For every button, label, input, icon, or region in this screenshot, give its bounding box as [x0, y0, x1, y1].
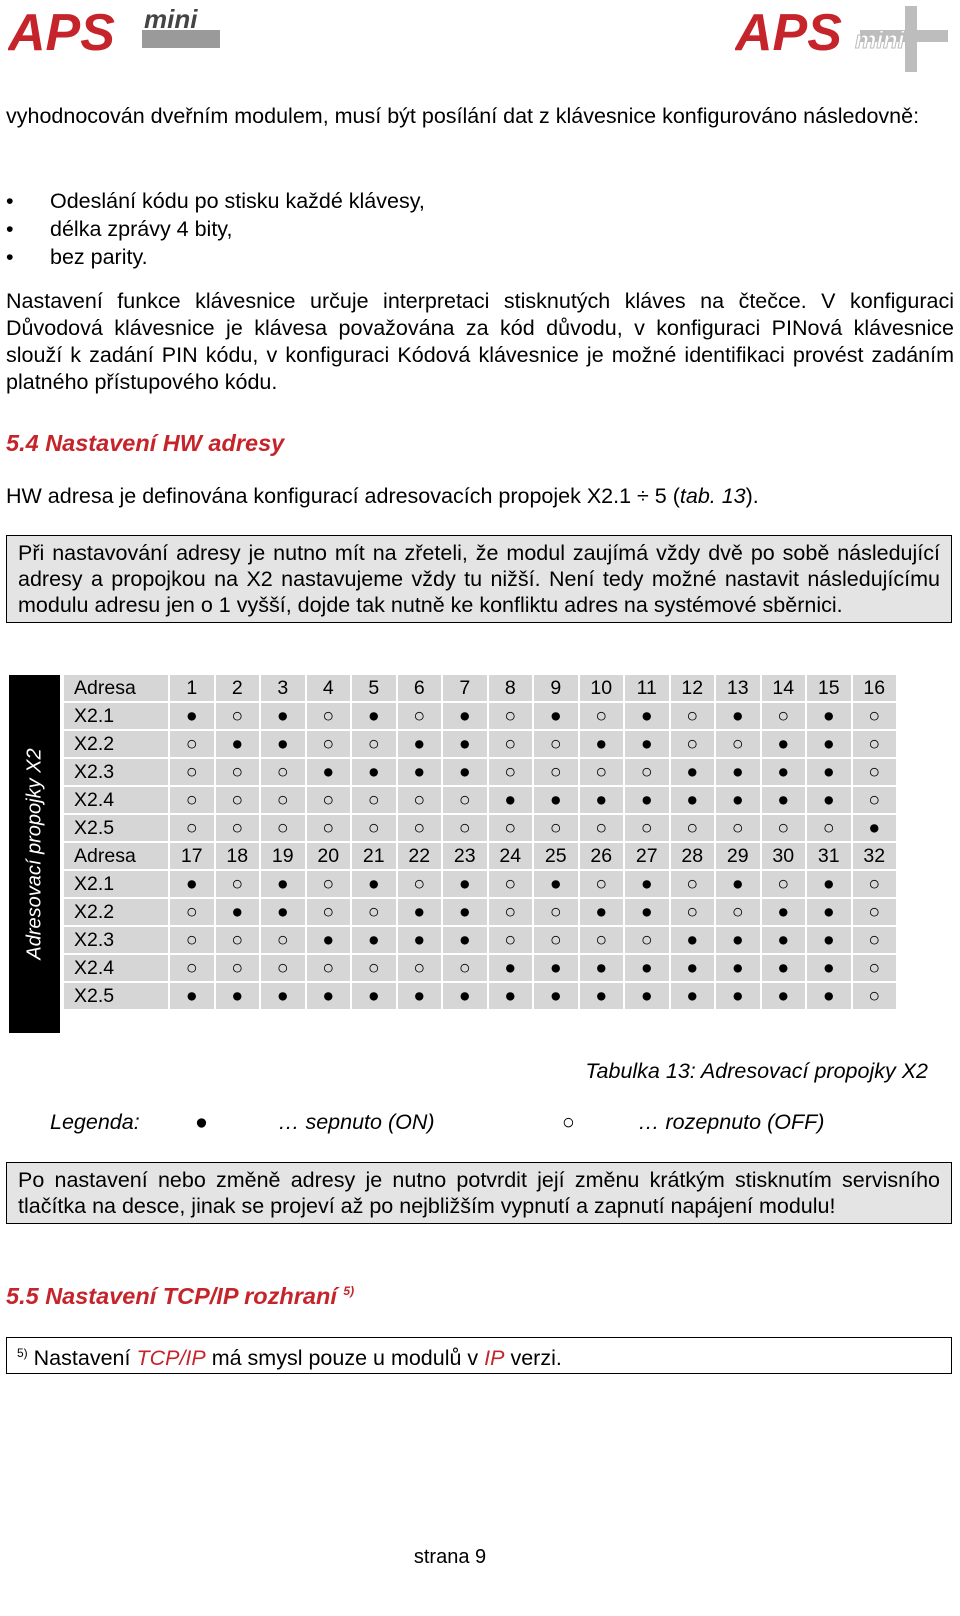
jumper-on-icon: ●	[398, 899, 442, 925]
hw-address-text-post: ).	[745, 484, 759, 508]
jumper-on-icon: ●	[762, 787, 806, 813]
jumper-off-icon: ○	[170, 759, 214, 785]
table-row	[64, 871, 896, 897]
address-number: 20	[307, 843, 351, 869]
legend-off-text: … rozepnuto (OFF)	[638, 1110, 825, 1134]
jumper-on-icon: ●	[398, 731, 442, 757]
jumper-on-icon: ●	[807, 759, 851, 785]
address-number: 16	[853, 675, 897, 701]
footnote-ref: 5)	[343, 1284, 355, 1299]
table-row	[64, 955, 896, 981]
address-number: 11	[625, 675, 669, 701]
jumper-off-icon: ○	[216, 787, 260, 813]
footnote-mark: 5)	[17, 1346, 28, 1360]
logo-brand-text: APS	[735, 6, 842, 62]
jumper-off-icon: ○	[170, 927, 214, 953]
jumper-on-icon: ●	[671, 787, 715, 813]
jumper-off-icon: ○	[489, 815, 533, 841]
jumper-off-icon: ○	[352, 899, 396, 925]
address-number: 26	[580, 843, 624, 869]
jumper-off-icon: ○	[443, 815, 487, 841]
address-warning-box: Při nastavování adresy je nutno mít na zřeteli, že modul zaujímá vždy dvě po sobě následující adresy a propojkou na X2 nastavujeme vždy tu nižší. Není tedy možné nastavit následujícímu modulu adresu jen o 1 vyšší, dojde tak nutně ke konfliktu adres na systémové sběrnici.	[6, 535, 952, 623]
jumper-off-icon: ○	[625, 815, 669, 841]
jumper-on-icon: ●	[762, 927, 806, 953]
jumper-on-icon: ●	[170, 703, 214, 729]
jumper-on-icon: ●	[716, 955, 760, 981]
jumper-on-icon: ●	[443, 899, 487, 925]
jumper-on-icon: ●	[398, 927, 442, 953]
jumper-on-icon: ●	[443, 871, 487, 897]
row-label: Adresa	[64, 843, 168, 869]
jumper-off-icon: ○	[261, 955, 305, 981]
address-number: 18	[216, 843, 260, 869]
keyboard-function-paragraph: Nastavení funkce klávesnice určuje interpretaci stisknutých kláves na čtečce. V konfiguraci Důvodová klávesnice je klávesa považována za kód důvodu, v konfiguraci PINová klávesnice slouží k zadání PIN kódu, v konfiguraci Kódová klávesnice je možné identifikaci provést zadáním platného přístupového kódu.	[6, 289, 954, 394]
jumper-off-icon: ○	[307, 703, 351, 729]
jumper-off-icon: ○	[307, 731, 351, 757]
jumper-on-icon: ●	[352, 759, 396, 785]
jumper-on-icon: ●	[716, 871, 760, 897]
table-row	[64, 731, 896, 757]
address-number: 29	[716, 843, 760, 869]
jumper-off-icon: ○	[580, 759, 624, 785]
jumper-off-icon: ○	[307, 871, 351, 897]
legend-off-symbol: ○	[562, 1110, 575, 1134]
jumper-off-icon: ○	[671, 731, 715, 757]
address-number: 30	[762, 843, 806, 869]
table-reference: tab. 13	[679, 484, 746, 508]
address-number: 22	[398, 843, 442, 869]
address-number: 13	[716, 675, 760, 701]
row-label: X2.3	[64, 927, 168, 953]
table-header-row	[64, 843, 896, 869]
jumper-off-icon: ○	[853, 703, 897, 729]
legend-on-text: … sepnuto (ON)	[278, 1110, 435, 1134]
jumper-on-icon: ●	[216, 731, 260, 757]
address-number: 14	[762, 675, 806, 701]
page-number: strana 9	[413, 1546, 487, 1568]
jumper-on-icon: ●	[716, 703, 760, 729]
jumper-on-icon: ●	[671, 759, 715, 785]
jumper-off-icon: ○	[489, 703, 533, 729]
jumper-off-icon: ○	[580, 927, 624, 953]
jumper-off-icon: ○	[216, 815, 260, 841]
jumper-on-icon: ●	[216, 899, 260, 925]
jumper-on-icon: ●	[170, 983, 214, 1009]
table-caption: Tabulka 13: Adresovací propojky X2	[585, 1059, 928, 1083]
jumper-off-icon: ○	[853, 927, 897, 953]
address-number: 28	[671, 843, 715, 869]
jumper-off-icon: ○	[853, 731, 897, 757]
footnote-text-post: verzi.	[504, 1346, 562, 1371]
jumper-off-icon: ○	[398, 703, 442, 729]
jumper-off-icon: ○	[671, 815, 715, 841]
row-label: X2.5	[64, 815, 168, 841]
jumper-on-icon: ●	[170, 871, 214, 897]
jumper-on-icon: ●	[625, 787, 669, 813]
row-label: X2.2	[64, 731, 168, 757]
jumper-off-icon: ○	[580, 815, 624, 841]
jumper-on-icon: ●	[534, 871, 578, 897]
jumper-off-icon: ○	[170, 815, 214, 841]
address-number: 10	[580, 675, 624, 701]
jumper-off-icon: ○	[261, 927, 305, 953]
table-row	[64, 703, 896, 729]
jumper-on-icon: ●	[807, 955, 851, 981]
jumper-off-icon: ○	[170, 955, 214, 981]
jumper-off-icon: ○	[489, 927, 533, 953]
jumper-off-icon: ○	[443, 955, 487, 981]
row-label: X2.4	[64, 787, 168, 813]
list-item: • bez parity.	[6, 243, 425, 271]
intro-line: vyhodnocován dveřním modulem, musí být posílání dat z klávesnice konfigurováno následovně:	[6, 104, 920, 128]
jumper-on-icon: ●	[762, 731, 806, 757]
jumper-off-icon: ○	[716, 899, 760, 925]
jumper-on-icon: ●	[625, 703, 669, 729]
jumper-on-icon: ●	[534, 983, 578, 1009]
jumper-off-icon: ○	[170, 787, 214, 813]
jumper-on-icon: ●	[807, 871, 851, 897]
jumper-on-icon: ●	[352, 983, 396, 1009]
jumper-on-icon: ●	[261, 899, 305, 925]
jumper-side-label	[9, 675, 60, 1033]
jumper-off-icon: ○	[170, 899, 214, 925]
jumper-on-icon: ●	[807, 787, 851, 813]
jumper-off-icon: ○	[443, 787, 487, 813]
jumper-on-icon: ●	[807, 927, 851, 953]
address-number: 12	[671, 675, 715, 701]
jumper-off-icon: ○	[534, 815, 578, 841]
address-number: 1	[170, 675, 214, 701]
jumper-on-icon: ●	[534, 955, 578, 981]
jumper-off-icon: ○	[216, 871, 260, 897]
jumper-on-icon: ●	[352, 871, 396, 897]
section-heading-5-5	[6, 1283, 354, 1310]
row-label: X2.3	[64, 759, 168, 785]
logo-sub-text: mini	[144, 6, 198, 34]
address-number: 24	[489, 843, 533, 869]
jumper-on-icon: ●	[625, 899, 669, 925]
jumper-off-icon: ○	[216, 759, 260, 785]
address-number: 5	[352, 675, 396, 701]
address-number: 7	[443, 675, 487, 701]
jumper-off-icon: ○	[853, 871, 897, 897]
jumper-on-icon: ●	[671, 955, 715, 981]
jumper-on-icon: ●	[671, 927, 715, 953]
row-label: X2.5	[64, 983, 168, 1009]
row-label: X2.2	[64, 899, 168, 925]
jumper-on-icon: ●	[489, 787, 533, 813]
address-number: 21	[352, 843, 396, 869]
footnote-text-pre: Nastavení	[33, 1346, 137, 1371]
address-number: 17	[170, 843, 214, 869]
config-bullet-list	[6, 187, 425, 271]
jumper-on-icon: ●	[716, 759, 760, 785]
jumper-off-icon: ○	[534, 899, 578, 925]
list-item: • Odeslání kódu po stisku každé klávesy,	[6, 187, 425, 215]
jumper-off-icon: ○	[716, 815, 760, 841]
jumper-on-icon: ●	[625, 871, 669, 897]
jumper-off-icon: ○	[853, 787, 897, 813]
jumper-on-icon: ●	[716, 983, 760, 1009]
hw-address-text	[6, 483, 954, 510]
jumper-on-icon: ●	[443, 703, 487, 729]
address-jumper-table	[62, 673, 898, 1011]
jumper-on-icon: ●	[580, 899, 624, 925]
address-number: 9	[534, 675, 578, 701]
address-number: 25	[534, 843, 578, 869]
jumper-off-icon: ○	[580, 871, 624, 897]
address-number: 27	[625, 843, 669, 869]
jumper-off-icon: ○	[580, 703, 624, 729]
jumper-off-icon: ○	[762, 871, 806, 897]
jumper-off-icon: ○	[307, 787, 351, 813]
footnote-tcpip: TCP/IP	[136, 1346, 206, 1371]
footnote-ip: IP	[484, 1346, 505, 1371]
jumper-off-icon: ○	[352, 731, 396, 757]
jumper-on-icon: ●	[443, 759, 487, 785]
jumper-off-icon: ○	[489, 899, 533, 925]
table-row	[64, 787, 896, 813]
jumper-on-icon: ●	[625, 731, 669, 757]
jumper-on-icon: ●	[398, 759, 442, 785]
jumper-off-icon: ○	[671, 871, 715, 897]
section-heading-5-5-text: 5.5 Nastavení TCP/IP rozhraní	[6, 1283, 337, 1309]
jumper-off-icon: ○	[170, 731, 214, 757]
table-row	[64, 759, 896, 785]
jumper-on-icon: ●	[580, 983, 624, 1009]
address-number: 4	[307, 675, 351, 701]
table-row	[64, 815, 896, 841]
jumper-off-icon: ○	[489, 759, 533, 785]
jumper-off-icon: ○	[352, 815, 396, 841]
jumper-on-icon: ●	[625, 955, 669, 981]
jumper-on-icon: ●	[716, 787, 760, 813]
section-heading-5-4: 5.4 Nastavení HW adresy	[6, 430, 285, 456]
jumper-off-icon: ○	[261, 815, 305, 841]
jumper-on-icon: ●	[398, 983, 442, 1009]
row-label: X2.4	[64, 955, 168, 981]
jumper-off-icon: ○	[625, 927, 669, 953]
table-row	[64, 927, 896, 953]
address-number: 15	[807, 675, 851, 701]
jumper-off-icon: ○	[398, 955, 442, 981]
jumper-off-icon: ○	[671, 899, 715, 925]
tcpip-footnote-box	[6, 1337, 952, 1374]
jumper-off-icon: ○	[534, 731, 578, 757]
aps-mini-logo-right	[735, 6, 950, 76]
jumper-on-icon: ●	[443, 983, 487, 1009]
jumper-off-icon: ○	[853, 759, 897, 785]
jumper-on-icon: ●	[580, 787, 624, 813]
jumper-on-icon: ●	[261, 703, 305, 729]
jumper-on-icon: ●	[489, 983, 533, 1009]
jumper-on-icon: ●	[443, 927, 487, 953]
jumper-off-icon: ○	[216, 927, 260, 953]
jumper-on-icon: ●	[762, 955, 806, 981]
jumper-on-icon: ●	[534, 703, 578, 729]
jumper-on-icon: ●	[352, 927, 396, 953]
row-label: X2.1	[64, 871, 168, 897]
jumper-off-icon: ○	[853, 899, 897, 925]
jumper-on-icon: ●	[625, 983, 669, 1009]
jumper-off-icon: ○	[307, 899, 351, 925]
address-number: 8	[489, 675, 533, 701]
jumper-off-icon: ○	[762, 815, 806, 841]
jumper-side-label-text: Adresovací propojky X2	[23, 748, 45, 960]
address-number: 32	[853, 843, 897, 869]
list-item: • délka zprávy 4 bity,	[6, 215, 425, 243]
jumper-on-icon: ●	[807, 703, 851, 729]
jumper-off-icon: ○	[398, 871, 442, 897]
jumper-off-icon: ○	[762, 703, 806, 729]
jumper-on-icon: ●	[762, 899, 806, 925]
jumper-off-icon: ○	[261, 759, 305, 785]
jumper-off-icon: ○	[671, 703, 715, 729]
jumper-on-icon: ●	[489, 955, 533, 981]
hw-address-text-pre: HW adresa je definována konfigurací adresovacích propojek X2.1 ÷ 5 (	[6, 484, 680, 508]
jumper-on-icon: ●	[443, 731, 487, 757]
aps-mini-logo-left	[8, 6, 233, 76]
jumper-on-icon: ●	[261, 731, 305, 757]
logo-sub-text: mini	[855, 27, 905, 54]
jumper-off-icon: ○	[261, 787, 305, 813]
row-label: X2.1	[64, 703, 168, 729]
jumper-off-icon: ○	[307, 815, 351, 841]
jumper-off-icon: ○	[807, 815, 851, 841]
jumper-on-icon: ●	[716, 927, 760, 953]
address-number: 23	[443, 843, 487, 869]
jumper-on-icon: ●	[807, 731, 851, 757]
jumper-off-icon: ○	[853, 955, 897, 981]
jumper-on-icon: ●	[307, 983, 351, 1009]
jumper-on-icon: ●	[807, 983, 851, 1009]
footnote-text-mid: má smysl pouze u modulů v	[205, 1346, 485, 1371]
jumper-on-icon: ●	[307, 927, 351, 953]
row-label: Adresa	[64, 675, 168, 701]
jumper-on-icon: ●	[762, 983, 806, 1009]
legend-label: Legenda:	[50, 1110, 140, 1134]
jumper-off-icon: ○	[716, 731, 760, 757]
address-number: 6	[398, 675, 442, 701]
jumper-on-icon: ●	[307, 759, 351, 785]
jumper-on-icon: ●	[534, 787, 578, 813]
jumper-off-icon: ○	[489, 871, 533, 897]
jumper-off-icon: ○	[853, 983, 897, 1009]
jumper-on-icon: ●	[352, 703, 396, 729]
logo-brand-text: APS	[8, 6, 115, 62]
jumper-off-icon: ○	[216, 955, 260, 981]
address-number: 31	[807, 843, 851, 869]
address-confirm-note-box: Po nastavení nebo změně adresy je nutno potvrdit její změnu krátkým stisknutím servisního tlačítka na desce, jinak se projeví až po nejbližším vypnutí a zapnutí napájení modulu!	[6, 1162, 952, 1224]
jumper-on-icon: ●	[762, 759, 806, 785]
legend-on-symbol: ●	[195, 1110, 208, 1134]
jumper-on-icon: ●	[216, 983, 260, 1009]
address-number: 3	[261, 675, 305, 701]
jumper-on-icon: ●	[261, 983, 305, 1009]
table-row	[64, 983, 896, 1009]
jumper-off-icon: ○	[398, 815, 442, 841]
jumper-off-icon: ○	[307, 955, 351, 981]
table-row	[64, 899, 896, 925]
jumper-on-icon: ●	[853, 815, 897, 841]
jumper-off-icon: ○	[352, 955, 396, 981]
jumper-off-icon: ○	[216, 703, 260, 729]
table-header-row	[64, 675, 896, 701]
jumper-off-icon: ○	[625, 759, 669, 785]
jumper-on-icon: ●	[580, 731, 624, 757]
address-number: 19	[261, 843, 305, 869]
jumper-off-icon: ○	[398, 787, 442, 813]
jumper-on-icon: ●	[807, 899, 851, 925]
jumper-off-icon: ○	[489, 731, 533, 757]
jumper-on-icon: ●	[580, 955, 624, 981]
address-number: 2	[216, 675, 260, 701]
jumper-off-icon: ○	[352, 787, 396, 813]
jumper-on-icon: ●	[671, 983, 715, 1009]
jumper-off-icon: ○	[534, 927, 578, 953]
jumper-off-icon: ○	[534, 759, 578, 785]
jumper-on-icon: ●	[261, 871, 305, 897]
